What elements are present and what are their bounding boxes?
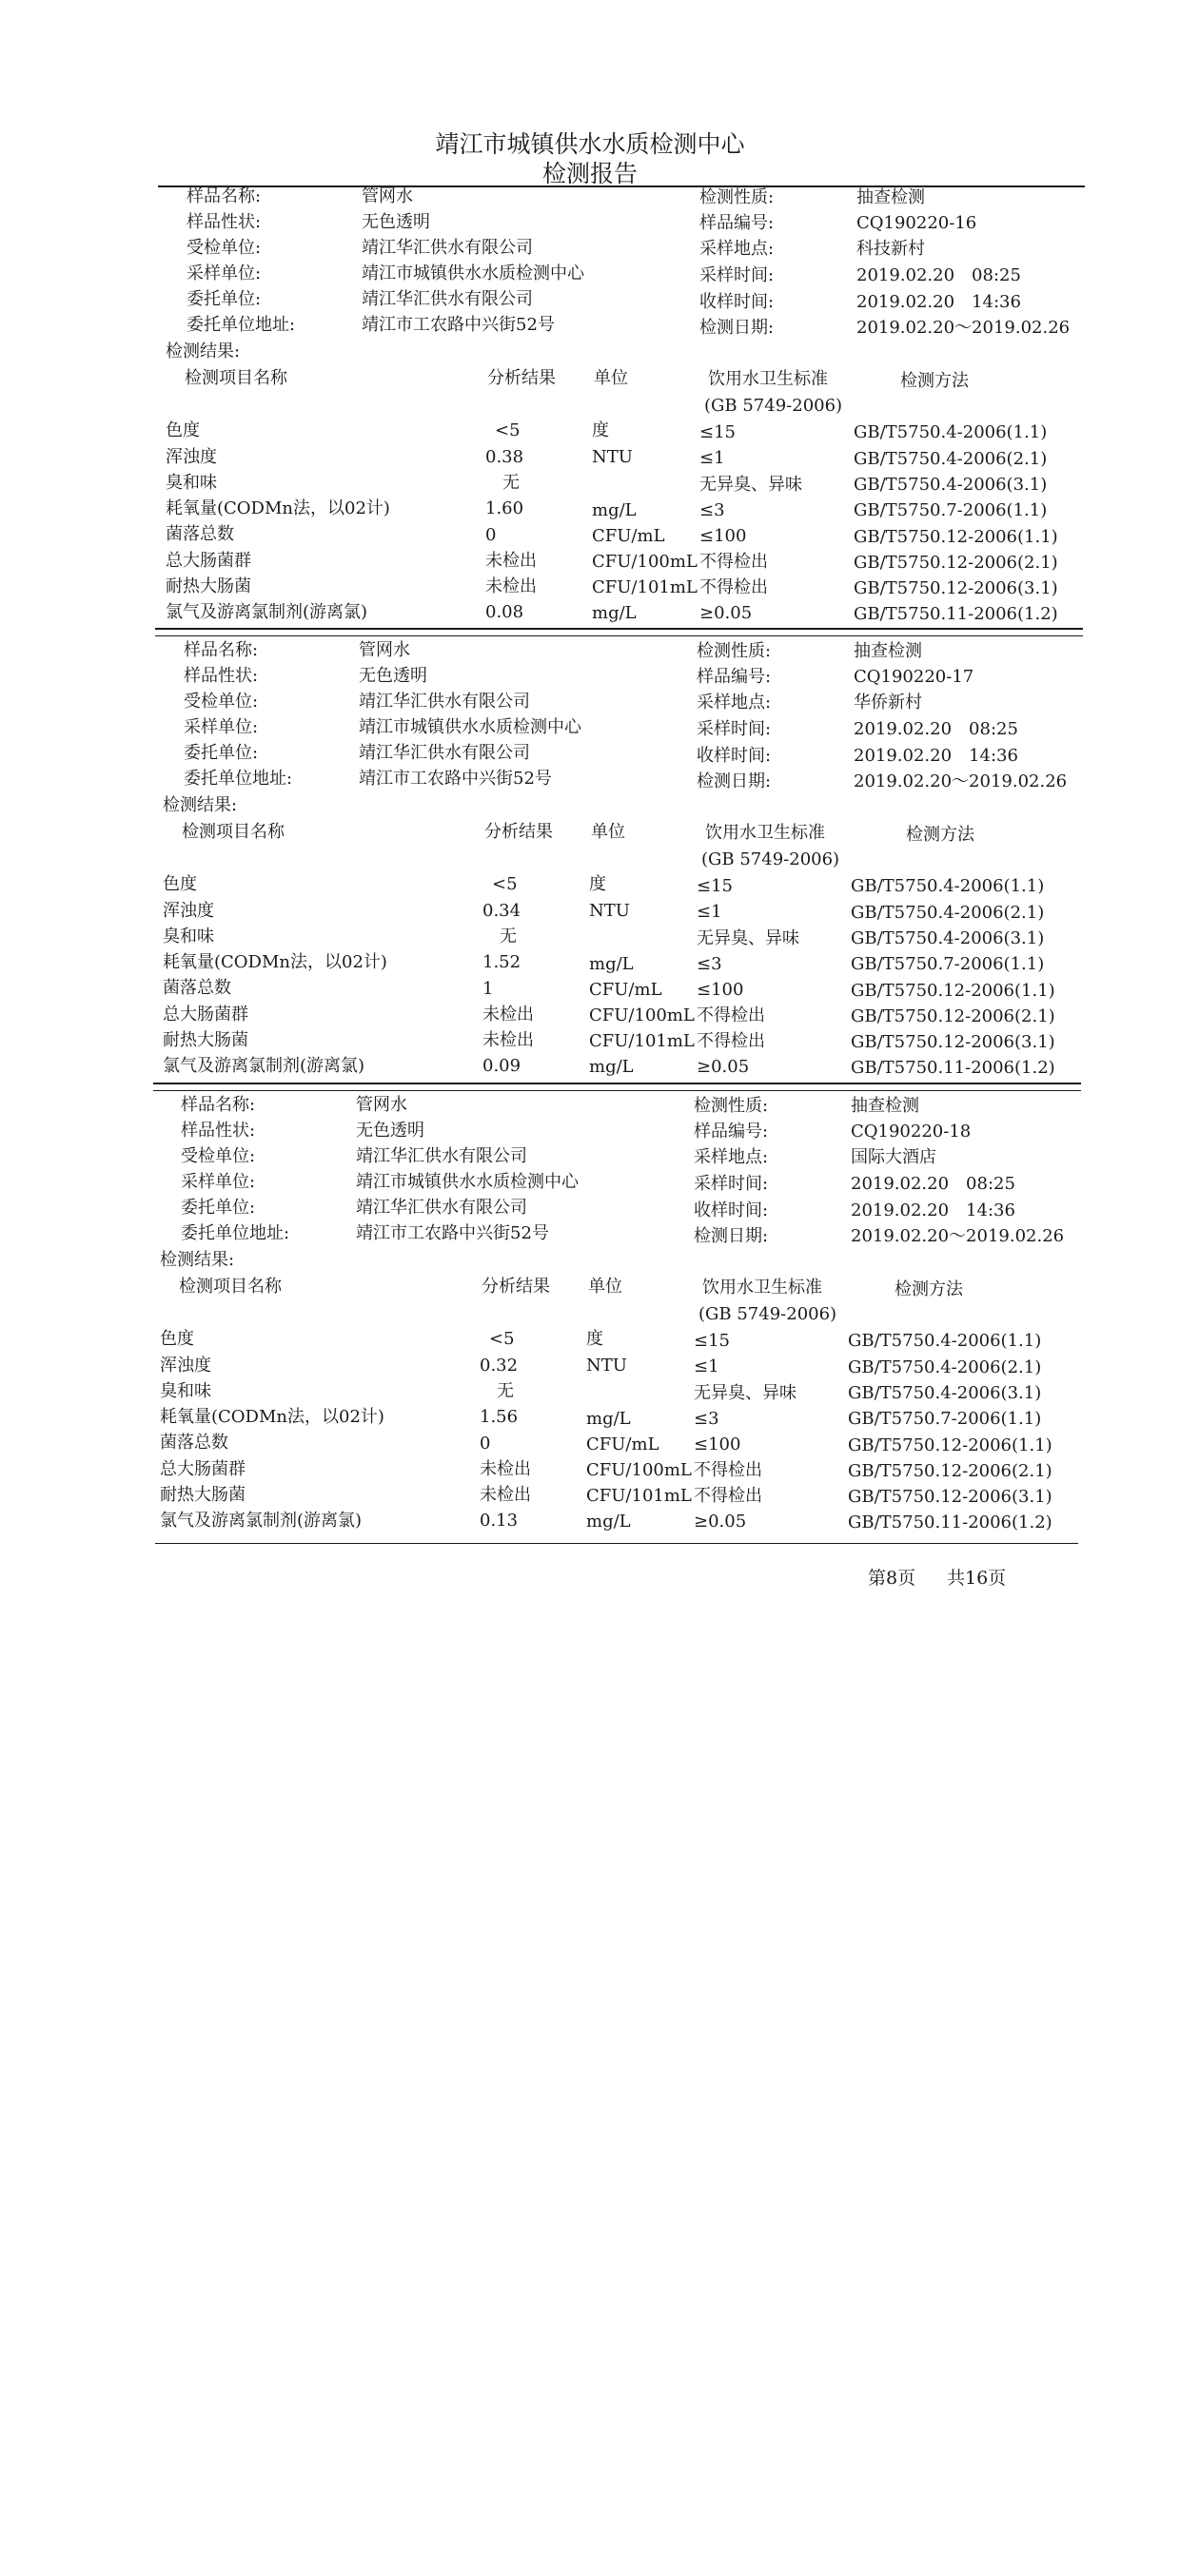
- row-item: 耐热大肠菌: [163, 1030, 248, 1050]
- sample-name-value: 管网水: [356, 1095, 407, 1115]
- row-result: <5: [492, 874, 518, 894]
- sample-no-label: 样品编号:: [697, 667, 772, 687]
- row-result: <5: [495, 420, 521, 440]
- row-method: GB/T5750.11-2006(1.2): [854, 604, 1058, 624]
- sample-name-value: 管网水: [359, 640, 410, 660]
- sample-state-label: 样品性状:: [181, 1121, 256, 1141]
- row-standard: ≤1: [699, 448, 725, 468]
- row-standard: ≤3: [697, 954, 722, 974]
- row-standard: ≤1: [697, 902, 722, 922]
- row-item: 浑浊度: [166, 447, 217, 467]
- row-result: 0.13: [480, 1511, 519, 1531]
- row-result: 未检出: [482, 1005, 534, 1025]
- row-item: 菌落总数: [160, 1433, 228, 1453]
- row-method: GB/T5750.4-2006(1.1): [848, 1331, 1042, 1351]
- row-item: 总大肠菌群: [163, 1005, 248, 1025]
- sample-no-value: CQ190220-18: [851, 1122, 972, 1142]
- row-unit: mg/L: [589, 1057, 634, 1077]
- row-method: GB/T5750.12-2006(3.1): [848, 1487, 1052, 1507]
- row-item: 菌落总数: [163, 978, 231, 998]
- row-result: 0.34: [482, 901, 521, 921]
- row-result: 1.60: [485, 498, 524, 518]
- row-result: 1.56: [480, 1407, 519, 1427]
- sample-state-label: 样品性状:: [184, 666, 259, 686]
- sampling-site-value: 华侨新村: [854, 693, 922, 712]
- row-method: GB/T5750.12-2006(1.1): [854, 527, 1058, 547]
- sampling-unit-value: 靖江市城镇供水水质检测中心: [362, 263, 584, 283]
- test-date-label: 检测日期:: [699, 318, 775, 338]
- row-method: GB/T5750.4-2006(2.1): [854, 449, 1048, 469]
- row-standard: ≤3: [699, 500, 725, 520]
- sample-state-value: 无色透明: [356, 1121, 424, 1141]
- row-item: 耐热大肠菌: [166, 576, 251, 596]
- row-standard: ≥0.05: [694, 1512, 747, 1532]
- row-unit: 度: [589, 874, 606, 894]
- sampling-unit-label: 采样单位:: [184, 717, 259, 737]
- row-standard: ≤3: [694, 1409, 719, 1429]
- row-standard: ≤1: [694, 1356, 719, 1376]
- row-unit: mg/L: [586, 1409, 631, 1429]
- row-method: GB/T5750.12-2006(2.1): [848, 1461, 1052, 1481]
- row-item: 总大肠菌群: [166, 551, 251, 571]
- test-date-label: 检测日期:: [697, 771, 772, 791]
- client-address-label: 委托单位地址:: [184, 769, 293, 789]
- row-item: 氯气及游离氯制剂(游离氯): [160, 1511, 363, 1531]
- results-label: 检测结果:: [166, 342, 241, 361]
- header-unit: 单位: [594, 368, 628, 388]
- row-method: GB/T5750.12-2006(2.1): [851, 1006, 1055, 1026]
- row-unit: mg/L: [592, 603, 637, 623]
- results-label: 检测结果:: [160, 1250, 235, 1270]
- sample-no-label: 样品编号:: [694, 1122, 769, 1142]
- report-title: 检测报告: [541, 160, 638, 187]
- sampling-unit-label: 采样单位:: [181, 1172, 256, 1192]
- inspected-unit-label: 受检单位:: [187, 238, 262, 258]
- row-item: 耗氧量(CODMn法，以02计): [163, 952, 387, 972]
- row-standard: 不得检出: [697, 1005, 765, 1025]
- sampling-unit-value: 靖江市城镇供水水质检测中心: [356, 1172, 579, 1192]
- sample-name-label: 样品名称:: [187, 186, 262, 206]
- row-method: GB/T5750.11-2006(1.2): [848, 1512, 1052, 1532]
- header-item: 检测项目名称: [182, 822, 285, 842]
- sample-name-value: 管网水: [362, 186, 413, 206]
- row-unit: mg/L: [586, 1512, 631, 1532]
- sampling-time-label: 采样时间:: [694, 1174, 769, 1194]
- sample-state-value: 无色透明: [359, 666, 427, 686]
- inspected-unit-value: 靖江华汇供水有限公司: [356, 1146, 527, 1166]
- test-nature-value: 抽查检测: [856, 187, 925, 207]
- row-item: 菌落总数: [166, 524, 234, 544]
- row-method: GB/T5750.4-2006(2.1): [851, 903, 1045, 923]
- header-item: 检测项目名称: [179, 1277, 282, 1297]
- row-item: 浑浊度: [160, 1356, 211, 1376]
- receipt-time-label: 收样时间:: [699, 292, 775, 312]
- test-date-value: 2019.02.20～2019.02.26: [854, 771, 1068, 791]
- sampling-time-value: 2019.02.20 08:25: [854, 719, 1018, 739]
- sample-state-value: 无色透明: [362, 212, 430, 232]
- test-nature-value: 抽查检测: [854, 641, 922, 661]
- row-result: 未检出: [485, 576, 537, 596]
- row-item: 总大肠菌群: [160, 1459, 246, 1479]
- row-unit: mg/L: [589, 954, 634, 974]
- row-standard: ≤15: [699, 422, 736, 442]
- sample-no-value: CQ190220-16: [856, 213, 977, 233]
- row-unit: CFU/mL: [589, 980, 662, 1000]
- client-unit-value: 靖江华汇供水有限公司: [356, 1198, 527, 1218]
- org-title: 靖江市城镇供水水质检测中心: [435, 130, 745, 158]
- row-standard: ≤15: [697, 876, 733, 896]
- row-result: 0.38: [485, 447, 524, 467]
- receipt-time-value: 2019.02.20 14:36: [854, 746, 1018, 766]
- inspected-unit-value: 靖江华汇供水有限公司: [359, 692, 530, 712]
- row-result: 无: [502, 473, 520, 493]
- row-item: 臭和味: [163, 927, 214, 946]
- row-standard: ≤15: [694, 1331, 730, 1351]
- row-result: 1.52: [482, 952, 521, 972]
- test-nature-label: 检测性质:: [699, 187, 775, 207]
- row-item: 耗氧量(CODMn法，以02计): [160, 1407, 384, 1427]
- row-unit: NTU: [589, 901, 630, 921]
- row-unit: CFU/mL: [592, 526, 665, 546]
- header-item: 检测项目名称: [185, 368, 287, 388]
- row-item: 臭和味: [166, 473, 217, 493]
- row-unit: CFU/100mL: [589, 1005, 695, 1025]
- row-item: 耗氧量(CODMn法，以02计): [166, 498, 390, 518]
- client-unit-label: 委托单位:: [181, 1198, 256, 1218]
- receipt-time-value: 2019.02.20 14:36: [856, 292, 1021, 312]
- sampling-time-value: 2019.02.20 08:25: [851, 1174, 1015, 1194]
- row-item: 氯气及游离氯制剂(游离氯): [163, 1056, 365, 1076]
- row-result: 未检出: [480, 1459, 531, 1479]
- row-unit: CFU/100mL: [586, 1460, 692, 1480]
- client-unit-value: 靖江华汇供水有限公司: [359, 743, 530, 763]
- row-method: GB/T5750.4-2006(1.1): [854, 422, 1048, 442]
- header-method: 检测方法: [906, 825, 974, 845]
- client-unit-label: 委托单位:: [184, 743, 259, 763]
- inspected-unit-value: 靖江华汇供水有限公司: [362, 238, 533, 258]
- row-standard: 无异臭、异味: [697, 928, 799, 948]
- row-unit: 度: [586, 1329, 603, 1349]
- header-unit: 单位: [591, 822, 625, 842]
- row-standard: ≤100: [699, 526, 747, 546]
- row-standard: 不得检出: [694, 1460, 762, 1480]
- page-number-current: 第8页: [868, 1568, 916, 1589]
- client-unit-value: 靖江华汇供水有限公司: [362, 289, 533, 309]
- row-result: 未检出: [485, 551, 537, 571]
- test-date-label: 检测日期:: [694, 1226, 769, 1246]
- sampling-unit-label: 采样单位:: [187, 263, 262, 283]
- row-item: 氯气及游离氯制剂(游离氯): [166, 602, 368, 622]
- row-method: GB/T5750.7-2006(1.1): [854, 500, 1048, 520]
- test-date-value: 2019.02.20～2019.02.26: [851, 1226, 1065, 1246]
- row-standard: 不得检出: [699, 552, 768, 572]
- row-item: 耐热大肠菌: [160, 1485, 246, 1505]
- row-item: 色度: [163, 874, 197, 894]
- row-method: GB/T5750.12-2006(3.1): [854, 578, 1058, 598]
- row-method: GB/T5750.12-2006(1.1): [851, 981, 1055, 1001]
- sample-no-value: CQ190220-17: [854, 667, 974, 687]
- sampling-site-label: 采样地点:: [697, 693, 772, 712]
- row-method: GB/T5750.4-2006(1.1): [851, 876, 1045, 896]
- row-standard: 不得检出: [697, 1031, 765, 1051]
- client-address-value: 靖江市工农路中兴街52号: [359, 769, 552, 789]
- row-method: GB/T5750.12-2006(3.1): [851, 1032, 1055, 1052]
- inspected-unit-label: 受检单位:: [184, 692, 259, 712]
- header-method: 检测方法: [895, 1279, 963, 1299]
- row-item: 色度: [166, 420, 200, 440]
- client-unit-label: 委托单位:: [187, 289, 262, 309]
- row-method: GB/T5750.4-2006(2.1): [848, 1357, 1042, 1377]
- client-address-label: 委托单位地址:: [187, 315, 296, 335]
- row-unit: NTU: [592, 447, 633, 467]
- header-standard-sub: (GB 5749-2006): [704, 396, 843, 416]
- row-result: 0.09: [482, 1056, 521, 1076]
- row-standard: ≤100: [697, 980, 744, 1000]
- row-unit: CFU/101mL: [592, 577, 698, 597]
- header-standard-sub: (GB 5749-2006): [701, 849, 840, 869]
- sample-no-label: 样品编号:: [699, 213, 775, 233]
- row-unit: CFU/101mL: [589, 1031, 695, 1051]
- sampling-site-value: 科技新村: [856, 239, 925, 259]
- sampling-time-label: 采样时间:: [699, 265, 775, 285]
- row-method: GB/T5750.4-2006(3.1): [848, 1383, 1042, 1403]
- row-method: GB/T5750.12-2006(2.1): [854, 553, 1058, 573]
- row-method: GB/T5750.4-2006(3.1): [854, 475, 1048, 495]
- row-result: <5: [489, 1329, 515, 1349]
- header-standard: 饮用水卫生标准: [708, 369, 828, 389]
- row-unit: CFU/mL: [586, 1434, 659, 1454]
- row-result: 0.32: [480, 1356, 519, 1376]
- sample-name-label: 样品名称:: [184, 640, 259, 660]
- row-item: 臭和味: [160, 1381, 211, 1401]
- receipt-time-label: 收样时间:: [694, 1200, 769, 1220]
- row-standard: 不得检出: [694, 1486, 762, 1506]
- header-result: 分析结果: [487, 368, 556, 388]
- row-item: 色度: [160, 1329, 194, 1349]
- row-method: GB/T5750.7-2006(1.1): [851, 954, 1045, 974]
- row-unit: CFU/101mL: [586, 1486, 692, 1506]
- row-result: 未检出: [480, 1485, 531, 1505]
- receipt-time-label: 收样时间:: [697, 746, 772, 766]
- header-standard-sub: (GB 5749-2006): [698, 1304, 837, 1324]
- test-date-value: 2019.02.20～2019.02.26: [856, 318, 1071, 338]
- row-method: GB/T5750.11-2006(1.2): [851, 1058, 1055, 1078]
- client-address-value: 靖江市工农路中兴街52号: [362, 315, 555, 335]
- header-standard: 饮用水卫生标准: [702, 1278, 822, 1298]
- row-method: GB/T5750.4-2006(3.1): [851, 928, 1045, 948]
- row-standard: 无异臭、异味: [694, 1383, 796, 1403]
- row-unit: mg/L: [592, 500, 637, 520]
- sampling-time-value: 2019.02.20 08:25: [856, 265, 1021, 285]
- test-nature-label: 检测性质:: [694, 1096, 769, 1116]
- row-result: 1: [482, 979, 494, 999]
- sampling-site-label: 采样地点:: [699, 239, 775, 259]
- sampling-site-value: 国际大酒店: [851, 1147, 936, 1167]
- header-result: 分析结果: [484, 822, 553, 842]
- row-standard: ≥0.05: [699, 603, 753, 623]
- sample-state-label: 样品性状:: [187, 212, 262, 232]
- row-unit: NTU: [586, 1356, 627, 1376]
- row-result: 0: [480, 1434, 491, 1454]
- header-method: 检测方法: [900, 371, 969, 391]
- row-result: 0.08: [485, 602, 524, 622]
- client-address-label: 委托单位地址:: [181, 1223, 290, 1243]
- inspected-unit-label: 受检单位:: [181, 1146, 256, 1166]
- row-standard: 不得检出: [699, 577, 768, 597]
- test-nature-label: 检测性质:: [697, 641, 772, 661]
- sample-name-label: 样品名称:: [181, 1095, 256, 1115]
- sample-section-3: [0, 908, 1174, 2576]
- receipt-time-value: 2019.02.20 14:36: [851, 1200, 1015, 1220]
- row-result: 0: [485, 525, 497, 545]
- row-standard: 无异臭、异味: [699, 475, 802, 495]
- results-label: 检测结果:: [163, 795, 238, 815]
- row-result: 未检出: [482, 1030, 534, 1050]
- row-standard: ≤100: [694, 1434, 741, 1454]
- page-number-total: 共16页: [947, 1568, 1007, 1589]
- row-unit: CFU/100mL: [592, 552, 698, 572]
- row-standard: ≥0.05: [697, 1057, 750, 1077]
- row-item: 浑浊度: [163, 901, 214, 921]
- row-result: 无: [500, 927, 517, 946]
- header-unit: 单位: [588, 1277, 622, 1297]
- header-result: 分析结果: [482, 1277, 550, 1297]
- row-method: GB/T5750.12-2006(1.1): [848, 1435, 1052, 1455]
- sampling-site-label: 采样地点:: [694, 1147, 769, 1167]
- header-standard: 饮用水卫生标准: [705, 823, 825, 843]
- row-method: GB/T5750.7-2006(1.1): [848, 1409, 1042, 1429]
- sampling-unit-value: 靖江市城镇供水水质检测中心: [359, 717, 581, 737]
- row-result: 无: [497, 1381, 514, 1401]
- sampling-time-label: 采样时间:: [697, 719, 772, 739]
- row-unit: 度: [592, 420, 609, 440]
- client-address-value: 靖江市工农路中兴街52号: [356, 1223, 549, 1243]
- test-nature-value: 抽查检测: [851, 1096, 919, 1116]
